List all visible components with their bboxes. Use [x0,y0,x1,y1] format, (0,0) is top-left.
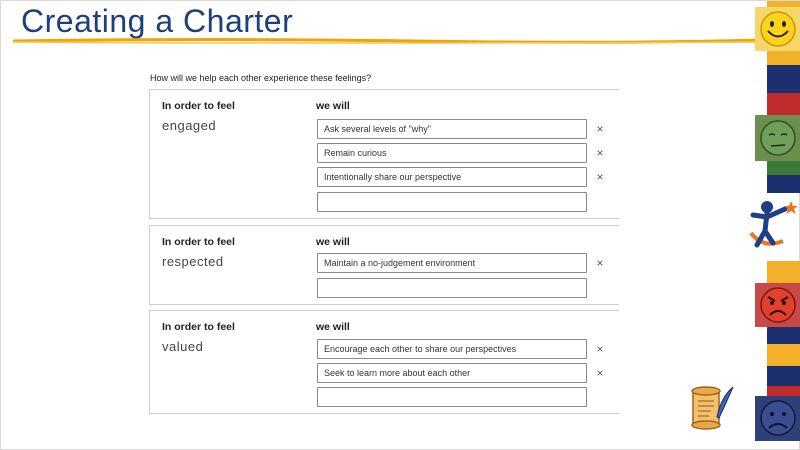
new-action-field[interactable] [317,192,587,212]
charter-card [149,89,619,219]
action-field[interactable]: Maintain a no-judgement environment [317,253,587,273]
sad-face-icon [755,396,800,441]
decor-stripe [767,366,800,386]
person-logo-icon [743,195,799,255]
decor-stripe [767,161,800,175]
happy-face-icon [755,7,800,51]
action-field[interactable]: Intentionally share our perspective [317,167,587,187]
action-field[interactable]: Remain curious [317,143,587,163]
in-order-to-feel-label: In order to feel [162,100,235,112]
action-field[interactable]: Ask several levels of "why" [317,119,587,139]
slide-title: Creating a Charter [21,3,294,39]
decor-stripe [767,49,800,65]
we-will-label: we will [316,100,350,112]
action-field[interactable]: Seek to learn more about each other [317,363,587,383]
in-order-to-feel-label: In order to feel [162,236,235,248]
charter-question: How will we help each other experience these feelings? [150,73,372,83]
charter-card [149,225,619,305]
remove-action-button[interactable]: × [596,342,604,356]
neutral-face-icon [755,115,800,161]
remove-action-button[interactable]: × [596,170,604,184]
charter-card [149,310,619,414]
feeling-value: respected [162,254,224,269]
scroll-quill-icon [687,383,737,431]
decor-stripe [767,65,800,93]
feeling-value: engaged [162,118,217,133]
action-field[interactable]: Encourage each other to share our perspectives [317,339,587,359]
decor-stripe [767,175,800,193]
remove-action-button[interactable]: × [596,146,604,160]
we-will-label: we will [316,321,350,333]
angry-face-icon [755,283,800,327]
new-action-field[interactable] [317,278,587,298]
title-underline [13,37,761,45]
remove-action-button[interactable]: × [596,122,604,136]
decor-stripe [767,93,800,115]
we-will-label: we will [316,236,350,248]
decor-stripe [767,344,800,366]
feeling-value: valued [162,339,204,354]
new-action-field[interactable] [317,387,587,407]
remove-action-button[interactable]: × [596,256,604,270]
in-order-to-feel-label: In order to feel [162,321,235,333]
remove-action-button[interactable]: × [596,366,604,380]
decor-stripe [767,386,800,396]
decor-stripe [767,261,800,283]
decor-stripe [767,326,800,344]
